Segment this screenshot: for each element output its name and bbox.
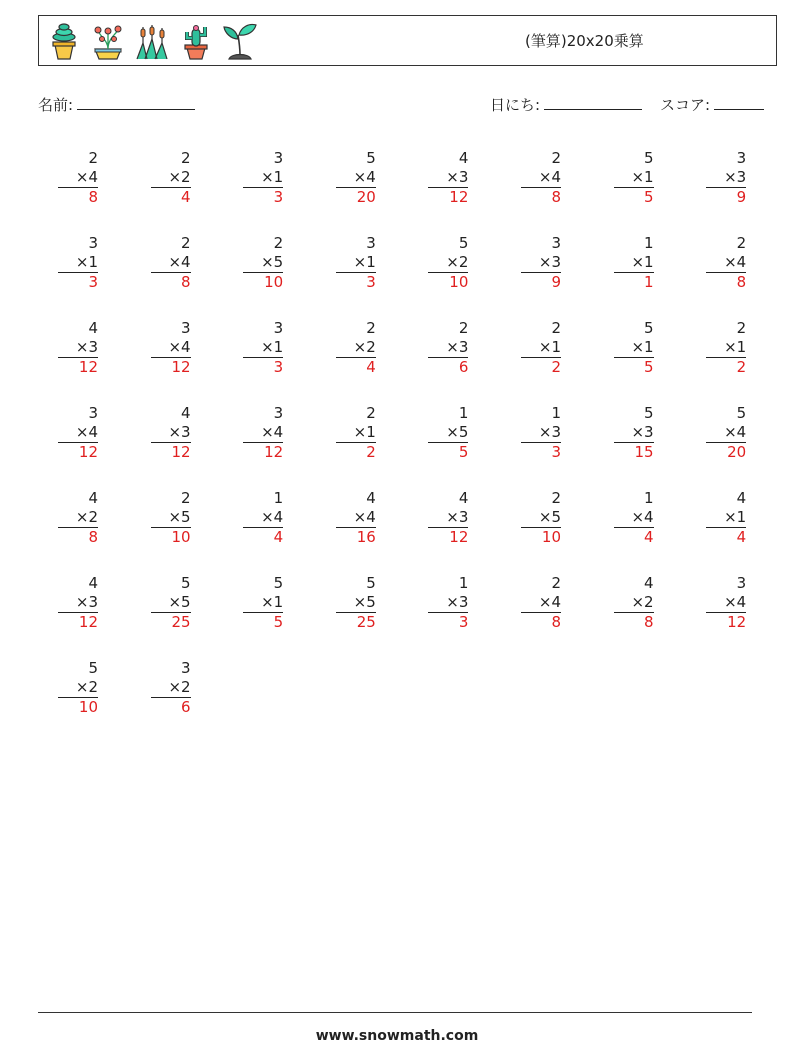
multiplicand: 3 — [88, 234, 98, 252]
multiplicand: 2 — [551, 489, 561, 507]
problem-item — [336, 404, 376, 462]
multiplicand: 5 — [366, 574, 376, 592]
multiplicand: 3 — [273, 319, 284, 337]
multiplicand: 1 — [551, 404, 561, 422]
name-field[interactable] — [38, 93, 195, 115]
problem-item — [243, 149, 283, 207]
multiplier: ×5 — [243, 253, 283, 273]
multiplicand: 1 — [458, 574, 469, 592]
answer: 8 — [181, 273, 191, 291]
answer: 3 — [366, 273, 376, 291]
multiplier: ×4 — [336, 168, 376, 188]
multiplicand: 1 — [644, 234, 654, 252]
problem-item — [336, 234, 376, 292]
multiplier: ×2 — [58, 508, 98, 528]
problem-item — [706, 234, 746, 292]
answer: 4 — [181, 188, 191, 206]
answer: 9 — [736, 188, 747, 206]
problem-item — [614, 489, 654, 547]
multiplier: ×3 — [428, 338, 468, 358]
multiplier: ×3 — [614, 423, 654, 443]
multiplicand: 2 — [366, 404, 376, 422]
problem-item — [58, 319, 98, 377]
multiplicand: 2 — [181, 234, 191, 252]
multiplicand: 5 — [644, 319, 654, 337]
answer: 8 — [551, 613, 561, 631]
answer: 8 — [736, 273, 747, 291]
multiplier: ×3 — [428, 508, 468, 528]
answer: 3 — [273, 358, 284, 376]
problem-item — [58, 659, 98, 717]
problem-item — [336, 574, 376, 632]
answer: 12 — [449, 528, 469, 546]
problem-item — [614, 404, 654, 462]
problem-item — [58, 574, 98, 632]
score-label: スコア: — [660, 96, 711, 114]
date-blank[interactable] — [544, 93, 642, 110]
problem-item — [706, 149, 746, 207]
multiplicand: 2 — [551, 319, 561, 337]
multiplicand: 4 — [88, 574, 98, 592]
multiplier: ×1 — [336, 423, 376, 443]
answer: 6 — [458, 358, 469, 376]
multiplier: ×4 — [243, 423, 283, 443]
multiplier: ×1 — [706, 508, 746, 528]
answer: 3 — [458, 613, 469, 631]
answer: 15 — [634, 443, 654, 461]
multiplicand: 5 — [644, 149, 654, 167]
problem-item — [151, 404, 191, 462]
answer: 3 — [273, 188, 284, 206]
multiplicand: 1 — [273, 489, 284, 507]
answer: 4 — [736, 528, 747, 546]
potted-plant-icon — [45, 21, 83, 61]
multiplicand: 4 — [458, 149, 469, 167]
problem-item — [521, 234, 561, 292]
answer: 8 — [551, 188, 561, 206]
multiplier: ×2 — [336, 338, 376, 358]
multiplier: ×4 — [706, 593, 746, 613]
multiplier: ×4 — [58, 168, 98, 188]
multiplier: ×5 — [151, 593, 191, 613]
answer: 20 — [727, 443, 747, 461]
answer: 5 — [458, 443, 469, 461]
multiplier: ×1 — [614, 338, 654, 358]
answer: 5 — [644, 358, 654, 376]
problem-item — [614, 234, 654, 292]
answer: 2 — [736, 358, 747, 376]
answer: 20 — [356, 188, 376, 206]
problem-item — [428, 489, 468, 547]
answer: 12 — [727, 613, 747, 631]
cactus-icon — [177, 21, 215, 61]
problem-item — [151, 234, 191, 292]
multiplicand: 3 — [181, 319, 191, 337]
problem-item — [336, 149, 376, 207]
multiplicand: 3 — [273, 404, 284, 422]
multiplier: ×2 — [151, 678, 191, 698]
answer: 3 — [551, 443, 561, 461]
answer: 10 — [449, 273, 469, 291]
worksheet-header — [38, 15, 777, 66]
problem-item — [521, 489, 561, 547]
multiplier: ×1 — [521, 338, 561, 358]
multiplicand: 2 — [181, 489, 191, 507]
worksheet-title: (筆算)20x20乗算 — [525, 32, 644, 50]
problem-item — [58, 404, 98, 462]
multiplier: ×3 — [428, 168, 468, 188]
answer: 12 — [449, 188, 469, 206]
problem-item — [151, 659, 191, 717]
problem-item — [336, 319, 376, 377]
multiplier: ×3 — [521, 423, 561, 443]
answer: 12 — [264, 443, 284, 461]
footer-url: www.snowmath.com — [315, 1028, 479, 1044]
answer: 10 — [264, 273, 284, 291]
multiplicand: 3 — [273, 149, 284, 167]
multiplier: ×4 — [706, 423, 746, 443]
answer: 25 — [171, 613, 191, 631]
multiplicand: 4 — [88, 489, 98, 507]
multiplier: ×5 — [151, 508, 191, 528]
problem-item — [521, 574, 561, 632]
answer: 10 — [78, 698, 98, 716]
answer: 4 — [273, 528, 284, 546]
multiplier: ×3 — [151, 423, 191, 443]
problem-item — [706, 319, 746, 377]
multiplier: ×2 — [614, 593, 654, 613]
flower-pot-icon — [89, 21, 127, 61]
answer: 16 — [356, 528, 376, 546]
answer: 25 — [356, 613, 376, 631]
multiplicand: 3 — [551, 234, 561, 252]
problem-item — [706, 574, 746, 632]
multiplicand: 2 — [88, 149, 98, 167]
problem-item — [58, 234, 98, 292]
problem-item — [151, 319, 191, 377]
multiplier: ×3 — [58, 338, 98, 358]
sprout-icon — [221, 21, 259, 61]
multiplier: ×2 — [151, 168, 191, 188]
answer: 12 — [78, 613, 98, 631]
problem-item — [243, 319, 283, 377]
multiplier: ×4 — [243, 508, 283, 528]
answer: 4 — [644, 528, 654, 546]
problem-item — [428, 149, 468, 207]
multiplier: ×4 — [521, 168, 561, 188]
multiplicand: 5 — [736, 404, 747, 422]
multiplier: ×5 — [521, 508, 561, 528]
multiplier: ×1 — [614, 168, 654, 188]
answer: 12 — [78, 443, 98, 461]
multiplicand: 3 — [88, 404, 98, 422]
score-field[interactable] — [660, 93, 764, 115]
multiplicand: 5 — [273, 574, 284, 592]
multiplicand: 5 — [88, 659, 98, 677]
problem-item — [521, 404, 561, 462]
problem-item — [614, 149, 654, 207]
answer: 2 — [551, 358, 561, 376]
problem-item — [151, 149, 191, 207]
multiplier: ×1 — [614, 253, 654, 273]
answer: 8 — [88, 528, 98, 546]
problem-item — [58, 489, 98, 547]
problem-item — [243, 489, 283, 547]
multiplicand: 1 — [458, 404, 469, 422]
answer: 8 — [644, 613, 654, 631]
problem-item — [521, 149, 561, 207]
answer: 4 — [366, 358, 376, 376]
multiplicand: 5 — [644, 404, 654, 422]
answer: 12 — [171, 443, 191, 461]
problem-item — [336, 489, 376, 547]
answer: 6 — [181, 698, 191, 716]
multiplier: ×1 — [58, 253, 98, 273]
answer: 2 — [366, 443, 376, 461]
problem-item — [243, 404, 283, 462]
answer: 12 — [171, 358, 191, 376]
multiplier: ×1 — [243, 338, 283, 358]
multiplier: ×4 — [614, 508, 654, 528]
multiplier: ×5 — [336, 593, 376, 613]
multiplier: ×3 — [706, 168, 746, 188]
multiplicand: 4 — [181, 404, 191, 422]
multiplier: ×4 — [336, 508, 376, 528]
multiplier: ×3 — [58, 593, 98, 613]
problem-item — [58, 149, 98, 207]
answer: 1 — [644, 273, 654, 291]
answer: 3 — [88, 273, 98, 291]
answer: 9 — [551, 273, 561, 291]
multiplicand: 2 — [551, 149, 561, 167]
multiplicand: 2 — [458, 319, 469, 337]
problem-item — [428, 319, 468, 377]
footer-divider — [38, 1012, 752, 1013]
multiplier: ×1 — [243, 593, 283, 613]
name-blank[interactable] — [77, 93, 195, 110]
multiplicand: 4 — [736, 489, 747, 507]
multiplier: ×4 — [151, 253, 191, 273]
multiplicand: 3 — [736, 574, 747, 592]
multiplier: ×3 — [428, 593, 468, 613]
multiplier: ×4 — [151, 338, 191, 358]
multiplicand: 2 — [366, 319, 376, 337]
answer: 5 — [273, 613, 284, 631]
multiplier: ×4 — [521, 593, 561, 613]
problem-item — [521, 319, 561, 377]
answer: 8 — [88, 188, 98, 206]
reeds-icon — [133, 21, 171, 61]
date-label: 日にち: — [490, 96, 541, 114]
date-field[interactable] — [490, 93, 642, 115]
problem-item — [428, 574, 468, 632]
multiplier: ×1 — [243, 168, 283, 188]
multiplicand: 2 — [736, 234, 747, 252]
problem-item — [428, 234, 468, 292]
problem-item — [706, 404, 746, 462]
multiplicand: 2 — [273, 234, 284, 252]
name-label: 名前: — [38, 96, 74, 114]
problem-item — [243, 234, 283, 292]
multiplicand: 3 — [736, 149, 747, 167]
problem-item — [614, 319, 654, 377]
problem-item — [243, 574, 283, 632]
multiplicand: 2 — [551, 574, 561, 592]
multiplicand: 4 — [88, 319, 98, 337]
multiplicand: 1 — [644, 489, 654, 507]
plant-icons — [45, 21, 259, 61]
multiplicand: 3 — [366, 234, 376, 252]
multiplier: ×4 — [706, 253, 746, 273]
multiplier: ×2 — [58, 678, 98, 698]
multiplier: ×4 — [58, 423, 98, 443]
multiplier: ×3 — [521, 253, 561, 273]
problem-item — [706, 489, 746, 547]
multiplier: ×1 — [336, 253, 376, 273]
multiplicand: 4 — [644, 574, 654, 592]
multiplier: ×5 — [428, 423, 468, 443]
multiplicand: 4 — [458, 489, 469, 507]
answer: 10 — [541, 528, 561, 546]
multiplier: ×1 — [706, 338, 746, 358]
answer: 10 — [171, 528, 191, 546]
multiplicand: 5 — [366, 149, 376, 167]
multiplicand: 4 — [366, 489, 376, 507]
problem-item — [428, 404, 468, 462]
multiplicand: 2 — [181, 149, 191, 167]
problem-item — [151, 574, 191, 632]
multiplicand: 5 — [181, 574, 191, 592]
score-blank[interactable] — [714, 93, 764, 110]
multiplicand: 2 — [736, 319, 747, 337]
multiplicand: 3 — [181, 659, 191, 677]
multiplicand: 5 — [458, 234, 469, 252]
answer: 5 — [644, 188, 654, 206]
answer: 12 — [78, 358, 98, 376]
problem-item — [151, 489, 191, 547]
problem-item — [614, 574, 654, 632]
multiplier: ×2 — [428, 253, 468, 273]
